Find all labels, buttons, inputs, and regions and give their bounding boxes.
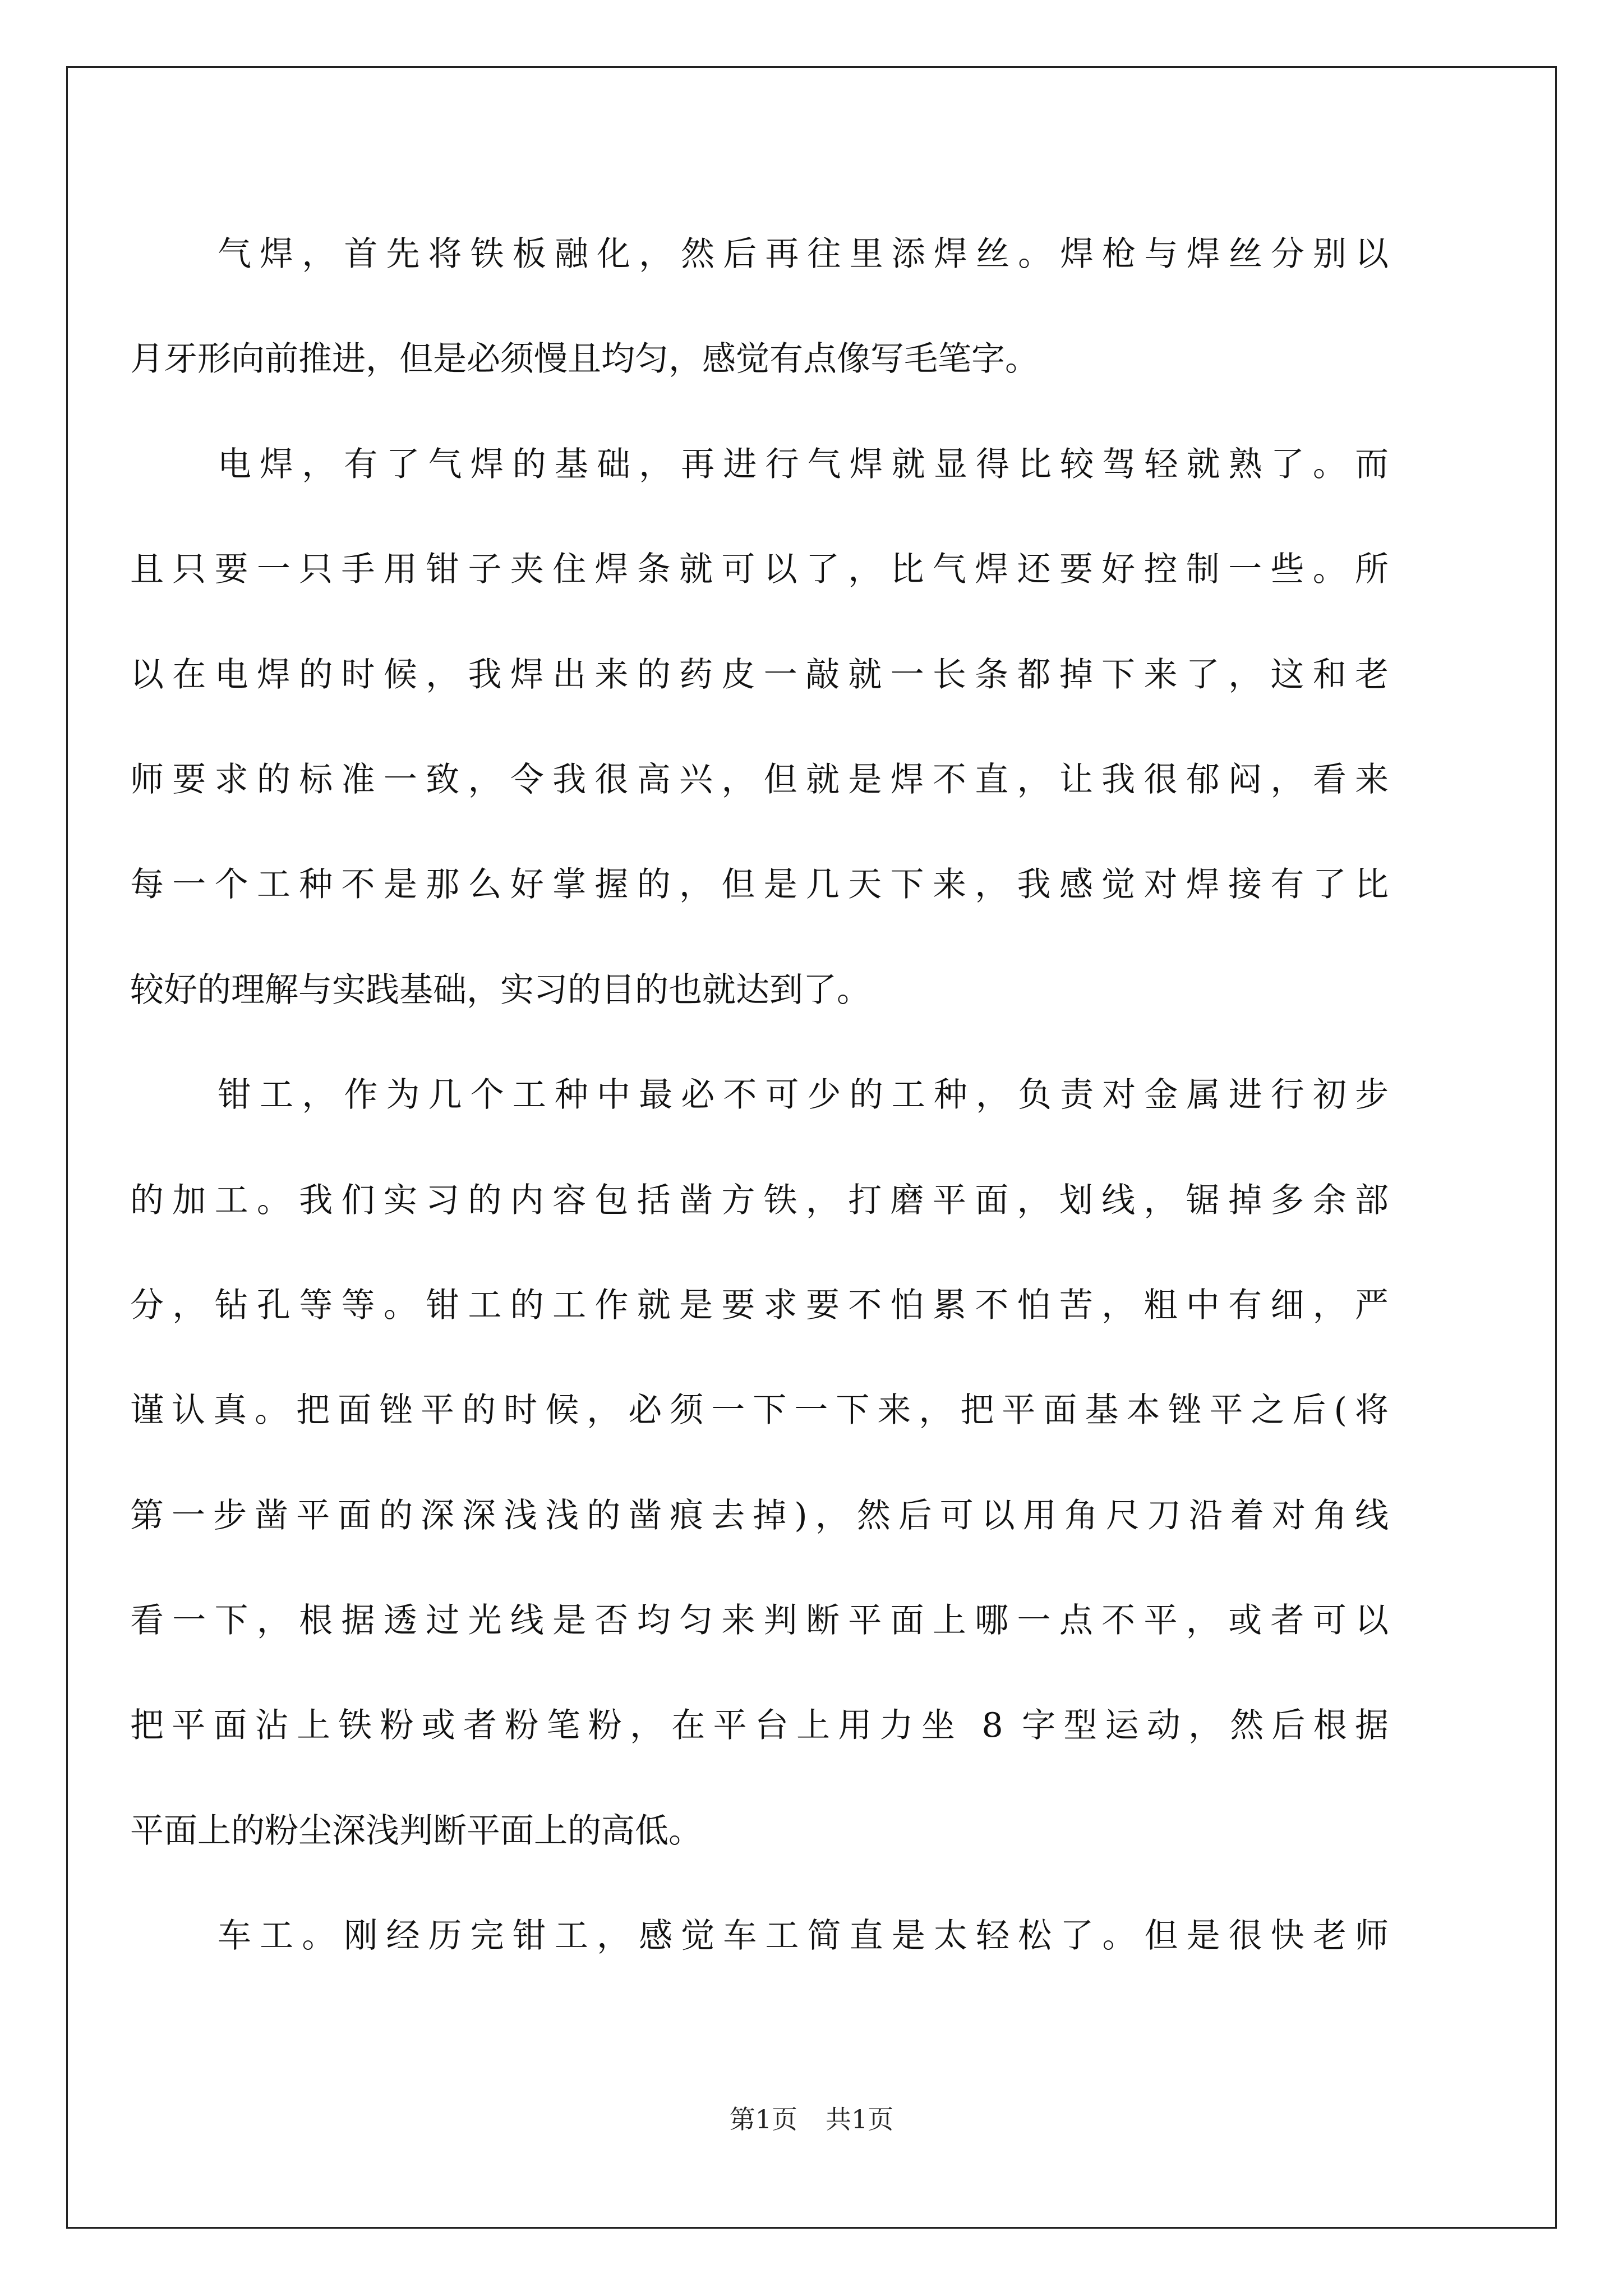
paragraph-gas-welding [130, 202, 1389, 412]
text-line: 钳工，作为几个工种中最必不可少的工种，负责对金属进行初步 [218, 1075, 1389, 1115]
text-line: 看一下，根据透过光线是否均匀来判断平面上哪一点不平，或者可以 [130, 1601, 1389, 1641]
text-line: 师要求的标准一致，令我很高兴，但就是焊不直，让我很郁闷，看来 [130, 760, 1389, 799]
text-line: 较好的理解与实践基础，实习的目的也就达到了。 [130, 970, 870, 1010]
text-line: 把平面沾上铁粉或者粉笔粉，在平台上用力坐 8 字型运动，然后根据 [130, 1706, 1389, 1746]
document-body [130, 202, 1389, 1989]
paragraph-lathe [130, 1884, 1389, 1989]
text-line: 平面上的粉尘深浅判断平面上的高低。 [130, 1811, 702, 1851]
page-number-total: 共1页 [826, 2104, 894, 2134]
text-line: 车工。刚经历完钳工，感觉车工简直是太轻松了。但是很快老师 [218, 1916, 1389, 1956]
text-line: 分，钻孔等等。钳工的工作就是要求要不怕累不怕苦，粗中有细，严 [130, 1285, 1389, 1325]
paragraph-fitter [130, 1043, 1389, 1884]
text-line: 气焊，首先将铁板融化，然后再往里添焊丝。焊枪与焊丝分别以 [218, 234, 1389, 274]
page-footer [0, 2102, 1623, 2136]
text-line: 以在电焊的时候，我焊出来的药皮一敲就一长条都掉下来了，这和老 [130, 655, 1389, 694]
paragraph-arc-welding [130, 412, 1389, 1043]
text-line: 每一个工种不是那么好掌握的，但是几天下来，我感觉对焊接有了比 [130, 865, 1389, 905]
text-line: 电焊，有了气焊的基础，再进行气焊就显得比较驾轻就熟了。而 [218, 444, 1389, 484]
page-number-current: 第1页 [729, 2104, 797, 2134]
text-line: 月牙形向前推进，但是必须慢且均匀，感觉有点像写毛笔字。 [130, 339, 1039, 379]
text-line: 第一步凿平面的深深浅浅的凿痕去掉)，然后可以用角尺刀沿着对角线 [130, 1496, 1389, 1535]
text-line: 谨认真。把面锉平的时候，必须一下一下来，把平面基本锉平之后(将 [130, 1391, 1389, 1430]
text-line: 的加工。我们实习的内容包括凿方铁，打磨平面，划线，锯掉多余部 [130, 1180, 1389, 1220]
text-line: 且只要一只手用钳子夹住焊条就可以了，比气焊还要好控制一些。所 [130, 550, 1389, 590]
